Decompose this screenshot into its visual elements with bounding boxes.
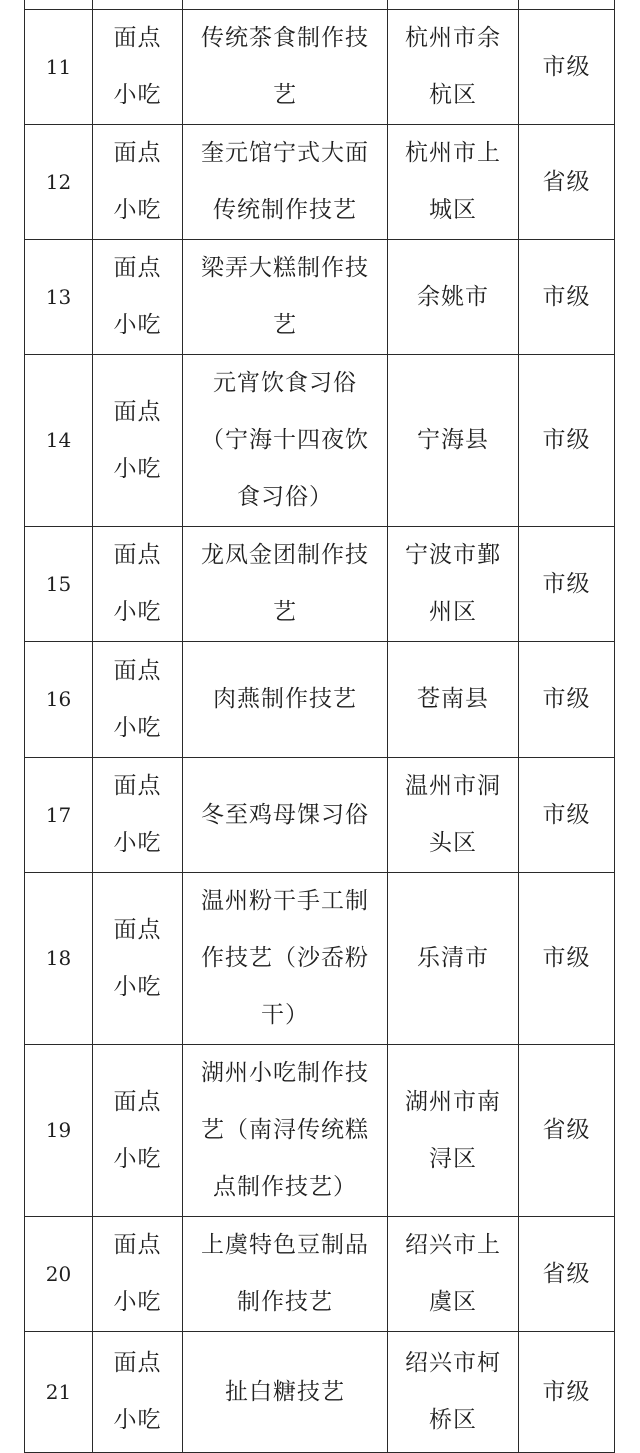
level-cell: 省级: [519, 125, 615, 240]
level-cell: 市级: [519, 642, 615, 758]
category-text: 面点小吃: [113, 1088, 162, 1172]
category-text: 面点小吃: [113, 1350, 162, 1433]
area-text: 杭州市上城区: [405, 140, 501, 223]
area-text: 湖州市南浔区: [405, 1088, 501, 1172]
area-text: 余姚市: [417, 283, 489, 310]
table-row: [25, 642, 615, 758]
row-number: 15: [25, 527, 93, 642]
project-name-cell: [183, 10, 388, 125]
project-name-cell: [183, 1217, 388, 1332]
row-number: 13: [25, 240, 93, 355]
level-cell: 市级: [519, 10, 615, 125]
table-row: [25, 240, 615, 355]
area-cell: [388, 1045, 519, 1217]
level-cell: 市级: [519, 758, 615, 873]
category-cell: [93, 1045, 183, 1217]
area-cell: [388, 758, 519, 873]
category-text: 面点小吃: [113, 657, 162, 741]
project-name-cell: [183, 125, 388, 240]
area-cell: [388, 10, 519, 125]
heritage-table: [24, 0, 615, 1453]
category-text: 面点小吃: [113, 140, 162, 223]
row-number: 16: [25, 642, 93, 758]
area-cell: [388, 355, 519, 527]
category-cell: [93, 1217, 183, 1332]
row-number: 19: [25, 1045, 93, 1217]
project-name-text: 温州粉干手工制作技艺（沙岙粉干）: [201, 888, 369, 1028]
level-cell: 市级: [519, 240, 615, 355]
level-cell: 市级: [519, 1332, 615, 1453]
row-number: 20: [25, 1217, 93, 1332]
area-cell: [388, 1217, 519, 1332]
table-row: [25, 1217, 615, 1332]
category-cell: [93, 642, 183, 758]
project-name-cell: [183, 527, 388, 642]
table-row: [25, 873, 615, 1045]
row-number: 17: [25, 758, 93, 873]
category-cell: [93, 527, 183, 642]
project-name-text: 肉燕制作技艺: [213, 686, 357, 712]
area-cell: [388, 125, 519, 240]
category-text: 面点小吃: [113, 398, 162, 482]
project-name-cell: [183, 873, 388, 1045]
category-text: 面点小吃: [113, 255, 162, 338]
project-name-text: 龙凤金团制作技艺: [201, 542, 369, 625]
table-row: [25, 758, 615, 873]
project-name-text: 冬至鸡母馃习俗: [201, 801, 369, 828]
area-cell: [388, 1332, 519, 1453]
level-cell: 市级: [519, 527, 615, 642]
project-name-cell: [183, 1045, 388, 1217]
project-name-cell: [183, 240, 388, 355]
project-name-cell: [183, 1332, 388, 1453]
area-cell: [388, 642, 519, 758]
category-cell: [93, 240, 183, 355]
area-text: 宁波市鄞州区: [405, 542, 501, 625]
table-row: [25, 1332, 615, 1453]
level-cell: 省级: [519, 1217, 615, 1332]
area-cell: [388, 240, 519, 355]
table-row: [25, 355, 615, 527]
project-name-cell: [183, 758, 388, 873]
level-cell: 市级: [519, 355, 615, 527]
area-cell: [388, 873, 519, 1045]
category-cell: [93, 125, 183, 240]
level-cell: 省级: [519, 1045, 615, 1217]
category-cell: [93, 1332, 183, 1453]
table-row: [25, 1045, 615, 1217]
category-text: 面点小吃: [113, 1232, 162, 1315]
row-number: 21: [25, 1332, 93, 1453]
table-row: [25, 527, 615, 642]
row-number: 14: [25, 355, 93, 527]
project-name-text: 湖州小吃制作技艺（南浔传统糕点制作技艺）: [201, 1060, 369, 1200]
row-number: 11: [25, 10, 93, 125]
category-text: 面点小吃: [113, 542, 162, 625]
category-cell: [93, 355, 183, 527]
area-text: 苍南县: [417, 686, 489, 712]
project-name-text: 奎元馆宁式大面传统制作技艺: [201, 140, 369, 223]
project-name-text: 元宵饮食习俗（宁海十四夜饮食习俗）: [201, 370, 369, 510]
table-row: [25, 125, 615, 240]
table-row: [25, 10, 615, 125]
project-name-cell: [183, 355, 388, 527]
category-text: 面点小吃: [113, 25, 162, 108]
area-text: 绍兴市柯桥区: [405, 1350, 501, 1433]
project-name-text: 梁弄大糕制作技艺: [201, 255, 369, 338]
category-text: 面点小吃: [113, 773, 162, 856]
project-name-cell: [183, 642, 388, 758]
project-name-text: 扯白糖技艺: [225, 1378, 345, 1405]
area-text: 温州市洞头区: [405, 773, 501, 856]
table-row-stub: [25, 0, 615, 10]
area-cell: [388, 527, 519, 642]
area-text: 乐清市: [417, 945, 489, 971]
row-number: 18: [25, 873, 93, 1045]
level-cell: 市级: [519, 873, 615, 1045]
project-name-text: 传统茶食制作技艺: [201, 25, 369, 108]
category-cell: [93, 873, 183, 1045]
category-text: 面点小吃: [113, 916, 162, 1000]
area-text: 杭州市余杭区: [405, 25, 501, 108]
category-cell: [93, 10, 183, 125]
area-text: 宁海县: [417, 427, 489, 453]
row-number: 12: [25, 125, 93, 240]
project-name-text: 上虞特色豆制品制作技艺: [201, 1232, 369, 1315]
category-cell: [93, 758, 183, 873]
area-text: 绍兴市上虞区: [405, 1232, 501, 1315]
